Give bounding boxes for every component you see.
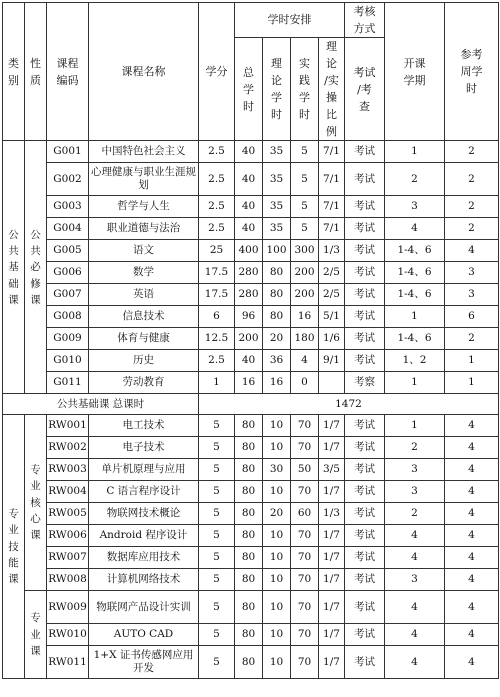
course-term: 2 xyxy=(385,437,445,459)
course-name: AUTO CAD xyxy=(89,624,199,646)
course-ratio: 7/1 xyxy=(319,218,345,240)
course-practice-hours: 60 xyxy=(291,503,319,525)
course-exam: 考试 xyxy=(345,624,385,646)
course-theory-hours: 35 xyxy=(263,196,291,218)
course-theory-hours: 10 xyxy=(263,525,291,547)
course-theory-hours: 80 xyxy=(263,284,291,306)
course-total-hours: 16 xyxy=(235,372,263,394)
course-name: 数据库应用技术 xyxy=(89,547,199,569)
course-theory-hours: 10 xyxy=(263,437,291,459)
course-name: 劳动教育 xyxy=(89,372,199,394)
course-name: 哲学与人生 xyxy=(89,196,199,218)
table-row xyxy=(3,415,499,437)
course-term: 3 xyxy=(385,481,445,503)
course-code: RW006 xyxy=(47,525,89,547)
course-theory-hours: 10 xyxy=(263,624,291,646)
course-weekly-hours: 4 xyxy=(445,481,499,503)
course-exam: 考试 xyxy=(345,591,385,624)
course-name: 物联网技术概论 xyxy=(89,503,199,525)
course-exam: 考试 xyxy=(345,262,385,284)
course-ratio: 3/5 xyxy=(319,459,345,481)
course-total-hours: 80 xyxy=(235,481,263,503)
course-practice-hours: 0 xyxy=(291,372,319,394)
course-term: 1-4、6 xyxy=(385,240,445,262)
course-term: 1-4、6 xyxy=(385,284,445,306)
course-practice-hours: 16 xyxy=(291,306,319,328)
course-name: C 语言程序设计 xyxy=(89,481,199,503)
course-exam: 考试 xyxy=(345,196,385,218)
table-row xyxy=(3,569,499,591)
header-name: 课程名称 xyxy=(89,3,199,141)
course-total-hours: 80 xyxy=(235,525,263,547)
course-exam: 考试 xyxy=(345,218,385,240)
group-pro-category: 专 业 技 能 课 xyxy=(3,415,25,679)
course-credit: 17.5 xyxy=(199,284,235,306)
table-row xyxy=(3,218,499,240)
course-total-hours: 280 xyxy=(235,284,263,306)
course-credit: 6 xyxy=(199,306,235,328)
course-code: RW004 xyxy=(47,481,89,503)
course-total-hours: 80 xyxy=(235,569,263,591)
header-nature: 性 质 xyxy=(25,3,47,141)
course-weekly-hours: 2 xyxy=(445,141,499,163)
course-ratio: 1/7 xyxy=(319,481,345,503)
course-total-hours: 40 xyxy=(235,218,263,240)
course-code: G008 xyxy=(47,306,89,328)
course-exam: 考试 xyxy=(345,481,385,503)
course-practice-hours: 4 xyxy=(291,350,319,372)
course-term: 1 xyxy=(385,141,445,163)
table-row xyxy=(3,306,499,328)
table-row xyxy=(3,196,499,218)
course-practice-hours: 70 xyxy=(291,415,319,437)
course-term: 4 xyxy=(385,547,445,569)
course-exam: 考试 xyxy=(345,437,385,459)
course-term: 4 xyxy=(385,525,445,547)
course-theory-hours: 16 xyxy=(263,372,291,394)
course-credit: 2.5 xyxy=(199,218,235,240)
course-name: 心理健康与职业生涯规划 xyxy=(89,163,199,196)
course-theory-hours: 10 xyxy=(263,569,291,591)
course-name: 计算机网络技术 xyxy=(89,569,199,591)
course-credit: 5 xyxy=(199,525,235,547)
course-total-hours: 80 xyxy=(235,624,263,646)
header-category: 类 别 xyxy=(3,3,25,141)
course-term: 2 xyxy=(385,163,445,196)
course-code: G001 xyxy=(47,141,89,163)
table-row xyxy=(3,591,499,624)
course-practice-hours: 70 xyxy=(291,547,319,569)
course-credit: 1 xyxy=(199,372,235,394)
course-total-hours: 40 xyxy=(235,141,263,163)
course-name: 电工技术 xyxy=(89,415,199,437)
course-theory-hours: 10 xyxy=(263,646,291,679)
group-pro-nature: 专 业 课 xyxy=(25,591,47,679)
course-name: 信息技术 xyxy=(89,306,199,328)
course-ratio: 1/3 xyxy=(319,240,345,262)
header-row xyxy=(3,3,499,38)
course-term: 1 xyxy=(385,372,445,394)
course-total-hours: 400 xyxy=(235,240,263,262)
course-weekly-hours: 4 xyxy=(445,503,499,525)
course-name: 电子技术 xyxy=(89,437,199,459)
course-weekly-hours: 2 xyxy=(445,218,499,240)
header-hours-group: 学时安排 xyxy=(235,3,345,38)
course-credit: 12.5 xyxy=(199,328,235,350)
course-name: 单片机原理与应用 xyxy=(89,459,199,481)
course-name: 1+X 证书传感网应用开发 xyxy=(89,646,199,679)
course-total-hours: 80 xyxy=(235,415,263,437)
course-theory-hours: 35 xyxy=(263,163,291,196)
table-row xyxy=(3,240,499,262)
table-row xyxy=(3,163,499,196)
course-total-hours: 80 xyxy=(235,503,263,525)
course-code: RW011 xyxy=(47,646,89,679)
course-code: G010 xyxy=(47,350,89,372)
course-weekly-hours: 3 xyxy=(445,284,499,306)
course-code: G002 xyxy=(47,163,89,196)
course-total-hours: 96 xyxy=(235,306,263,328)
course-exam: 考试 xyxy=(345,350,385,372)
course-credit: 25 xyxy=(199,240,235,262)
course-theory-hours: 30 xyxy=(263,459,291,481)
course-term: 3 xyxy=(385,459,445,481)
course-weekly-hours: 4 xyxy=(445,525,499,547)
course-name: 数学 xyxy=(89,262,199,284)
course-term: 3 xyxy=(385,569,445,591)
course-theory-hours: 10 xyxy=(263,547,291,569)
course-ratio: 7/1 xyxy=(319,196,345,218)
course-name: Android 程序设计 xyxy=(89,525,199,547)
course-practice-hours: 180 xyxy=(291,328,319,350)
table-row xyxy=(3,646,499,679)
course-credit: 17.5 xyxy=(199,262,235,284)
table-row xyxy=(3,437,499,459)
course-ratio: 2/5 xyxy=(319,284,345,306)
course-theory-hours: 100 xyxy=(263,240,291,262)
table-row xyxy=(3,262,499,284)
course-code: RW002 xyxy=(47,437,89,459)
course-weekly-hours: 2 xyxy=(445,196,499,218)
course-total-hours: 40 xyxy=(235,196,263,218)
header-term: 开课 学期 xyxy=(385,3,445,141)
course-credit: 5 xyxy=(199,547,235,569)
course-practice-hours: 200 xyxy=(291,284,319,306)
course-credit: 5 xyxy=(199,459,235,481)
course-exam: 考试 xyxy=(345,646,385,679)
course-weekly-hours: 4 xyxy=(445,569,499,591)
course-weekly-hours: 4 xyxy=(445,240,499,262)
course-total-hours: 80 xyxy=(235,646,263,679)
course-code: G009 xyxy=(47,328,89,350)
course-credit: 2.5 xyxy=(199,163,235,196)
course-code: RW001 xyxy=(47,415,89,437)
course-exam: 考试 xyxy=(345,525,385,547)
course-name: 历史 xyxy=(89,350,199,372)
course-ratio: 1/7 xyxy=(319,525,345,547)
course-weekly-hours: 3 xyxy=(445,262,499,284)
course-weekly-hours: 4 xyxy=(445,437,499,459)
course-code: RW005 xyxy=(47,503,89,525)
course-term: 1 xyxy=(385,306,445,328)
header-code: 课程 编码 xyxy=(47,3,89,141)
course-code: RW003 xyxy=(47,459,89,481)
course-practice-hours: 5 xyxy=(291,196,319,218)
course-weekly-hours: 4 xyxy=(445,415,499,437)
curriculum-table xyxy=(2,2,499,679)
course-practice-hours: 5 xyxy=(291,218,319,240)
course-exam: 考试 xyxy=(345,415,385,437)
course-theory-hours: 80 xyxy=(263,306,291,328)
table-row xyxy=(3,372,499,394)
header-ratio: 理 论 /实 操 比 例 xyxy=(319,38,345,141)
course-term: 2 xyxy=(385,503,445,525)
table-row xyxy=(3,459,499,481)
course-ratio: 1/6 xyxy=(319,328,345,350)
table-row xyxy=(3,503,499,525)
course-term: 3 xyxy=(385,196,445,218)
course-weekly-hours: 6 xyxy=(445,306,499,328)
header-credit: 学分 xyxy=(199,3,235,141)
course-practice-hours: 70 xyxy=(291,591,319,624)
summary-value: 1472 xyxy=(199,394,499,415)
course-theory-hours: 35 xyxy=(263,218,291,240)
course-term: 4 xyxy=(385,218,445,240)
course-ratio: 1/7 xyxy=(319,569,345,591)
course-total-hours: 80 xyxy=(235,437,263,459)
course-credit: 5 xyxy=(199,624,235,646)
course-theory-hours: 10 xyxy=(263,415,291,437)
course-exam: 考试 xyxy=(345,306,385,328)
table-row xyxy=(3,328,499,350)
course-ratio: 1/7 xyxy=(319,624,345,646)
course-weekly-hours: 4 xyxy=(445,547,499,569)
table-row xyxy=(3,284,499,306)
course-ratio: 1/7 xyxy=(319,547,345,569)
course-exam: 考试 xyxy=(345,328,385,350)
course-term: 1-4、6 xyxy=(385,262,445,284)
course-exam: 考试 xyxy=(345,547,385,569)
course-ratio xyxy=(319,372,345,394)
course-practice-hours: 70 xyxy=(291,569,319,591)
course-weekly-hours: 4 xyxy=(445,459,499,481)
header-practice-hours: 实 践 学 时 xyxy=(291,38,319,141)
course-theory-hours: 36 xyxy=(263,350,291,372)
course-ratio: 2/5 xyxy=(319,262,345,284)
course-exam: 考试 xyxy=(345,284,385,306)
course-name: 语文 xyxy=(89,240,199,262)
course-exam: 考试 xyxy=(345,163,385,196)
course-credit: 5 xyxy=(199,503,235,525)
course-term: 4 xyxy=(385,624,445,646)
course-exam: 考试 xyxy=(345,240,385,262)
course-total-hours: 200 xyxy=(235,328,263,350)
course-theory-hours: 20 xyxy=(263,503,291,525)
course-practice-hours: 300 xyxy=(291,240,319,262)
course-total-hours: 40 xyxy=(235,163,263,196)
course-exam: 考察 xyxy=(345,372,385,394)
summary-row xyxy=(3,394,499,415)
course-term: 1 xyxy=(385,415,445,437)
header-theory-hours: 理 论 学 时 xyxy=(263,38,291,141)
course-weekly-hours: 4 xyxy=(445,646,499,679)
summary-label: 公共基础课 总课时 xyxy=(3,394,199,415)
table-row xyxy=(3,350,499,372)
course-name: 物联网产品设计实训 xyxy=(89,591,199,624)
course-theory-hours: 10 xyxy=(263,481,291,503)
course-practice-hours: 70 xyxy=(291,525,319,547)
table-row xyxy=(3,547,499,569)
course-ratio: 9/1 xyxy=(319,350,345,372)
course-term: 1、2 xyxy=(385,350,445,372)
course-weekly-hours: 4 xyxy=(445,591,499,624)
course-code: G004 xyxy=(47,218,89,240)
course-code: G011 xyxy=(47,372,89,394)
course-exam: 考试 xyxy=(345,569,385,591)
course-credit: 5 xyxy=(199,569,235,591)
header-exam-type: 考试 /考 查 xyxy=(345,38,385,141)
course-code: RW010 xyxy=(47,624,89,646)
course-name: 体育与健康 xyxy=(89,328,199,350)
table-row xyxy=(3,624,499,646)
header-weekly: 参考 周学 时 xyxy=(445,3,499,141)
course-weekly-hours: 2 xyxy=(445,328,499,350)
course-total-hours: 80 xyxy=(235,591,263,624)
course-theory-hours: 35 xyxy=(263,141,291,163)
course-total-hours: 280 xyxy=(235,262,263,284)
course-name: 职业道德与法治 xyxy=(89,218,199,240)
table-row xyxy=(3,525,499,547)
course-ratio: 7/1 xyxy=(319,163,345,196)
course-exam: 考试 xyxy=(345,503,385,525)
course-practice-hours: 200 xyxy=(291,262,319,284)
course-credit: 5 xyxy=(199,415,235,437)
course-practice-hours: 5 xyxy=(291,141,319,163)
course-weekly-hours: 4 xyxy=(445,624,499,646)
course-credit: 5 xyxy=(199,481,235,503)
course-practice-hours: 70 xyxy=(291,646,319,679)
course-weekly-hours: 1 xyxy=(445,350,499,372)
course-exam: 考试 xyxy=(345,141,385,163)
course-term: 4 xyxy=(385,646,445,679)
course-credit: 2.5 xyxy=(199,350,235,372)
course-total-hours: 80 xyxy=(235,459,263,481)
course-weekly-hours: 2 xyxy=(445,163,499,196)
course-ratio: 1/7 xyxy=(319,646,345,679)
course-theory-hours: 80 xyxy=(263,262,291,284)
course-practice-hours: 5 xyxy=(291,163,319,196)
table-row xyxy=(3,141,499,163)
course-practice-hours: 70 xyxy=(291,437,319,459)
course-ratio: 1/7 xyxy=(319,415,345,437)
course-code: G003 xyxy=(47,196,89,218)
course-name: 英语 xyxy=(89,284,199,306)
course-practice-hours: 70 xyxy=(291,481,319,503)
group-public-nature: 公 共 必 修 课 xyxy=(25,141,47,394)
course-practice-hours: 50 xyxy=(291,459,319,481)
course-code: G006 xyxy=(47,262,89,284)
course-exam: 考试 xyxy=(345,459,385,481)
course-code: G007 xyxy=(47,284,89,306)
course-practice-hours: 70 xyxy=(291,624,319,646)
course-name: 中国特色社会主义 xyxy=(89,141,199,163)
course-weekly-hours: 1 xyxy=(445,372,499,394)
course-total-hours: 80 xyxy=(235,547,263,569)
course-term: 1-4、6 xyxy=(385,328,445,350)
course-ratio: 7/1 xyxy=(319,141,345,163)
course-credit: 2.5 xyxy=(199,196,235,218)
course-code: RW009 xyxy=(47,591,89,624)
header-total-hours: 总 学 时 xyxy=(235,38,263,141)
course-code: RW007 xyxy=(47,547,89,569)
course-ratio: 1/7 xyxy=(319,437,345,459)
course-code: G005 xyxy=(47,240,89,262)
header-exam-group: 考核 方式 xyxy=(345,3,385,38)
course-credit: 5 xyxy=(199,591,235,624)
course-total-hours: 40 xyxy=(235,350,263,372)
course-theory-hours: 10 xyxy=(263,591,291,624)
course-term: 4 xyxy=(385,591,445,624)
course-credit: 5 xyxy=(199,437,235,459)
table-row xyxy=(3,481,499,503)
course-credit: 2.5 xyxy=(199,141,235,163)
course-ratio: 1/3 xyxy=(319,503,345,525)
course-ratio: 1/7 xyxy=(319,591,345,624)
course-code: RW008 xyxy=(47,569,89,591)
course-theory-hours: 20 xyxy=(263,328,291,350)
group-public-category: 公 共 基 础 课 xyxy=(3,141,25,394)
group-core-nature: 专 业 核 心 课 xyxy=(25,415,47,591)
course-ratio: 5/1 xyxy=(319,306,345,328)
course-credit: 5 xyxy=(199,646,235,679)
